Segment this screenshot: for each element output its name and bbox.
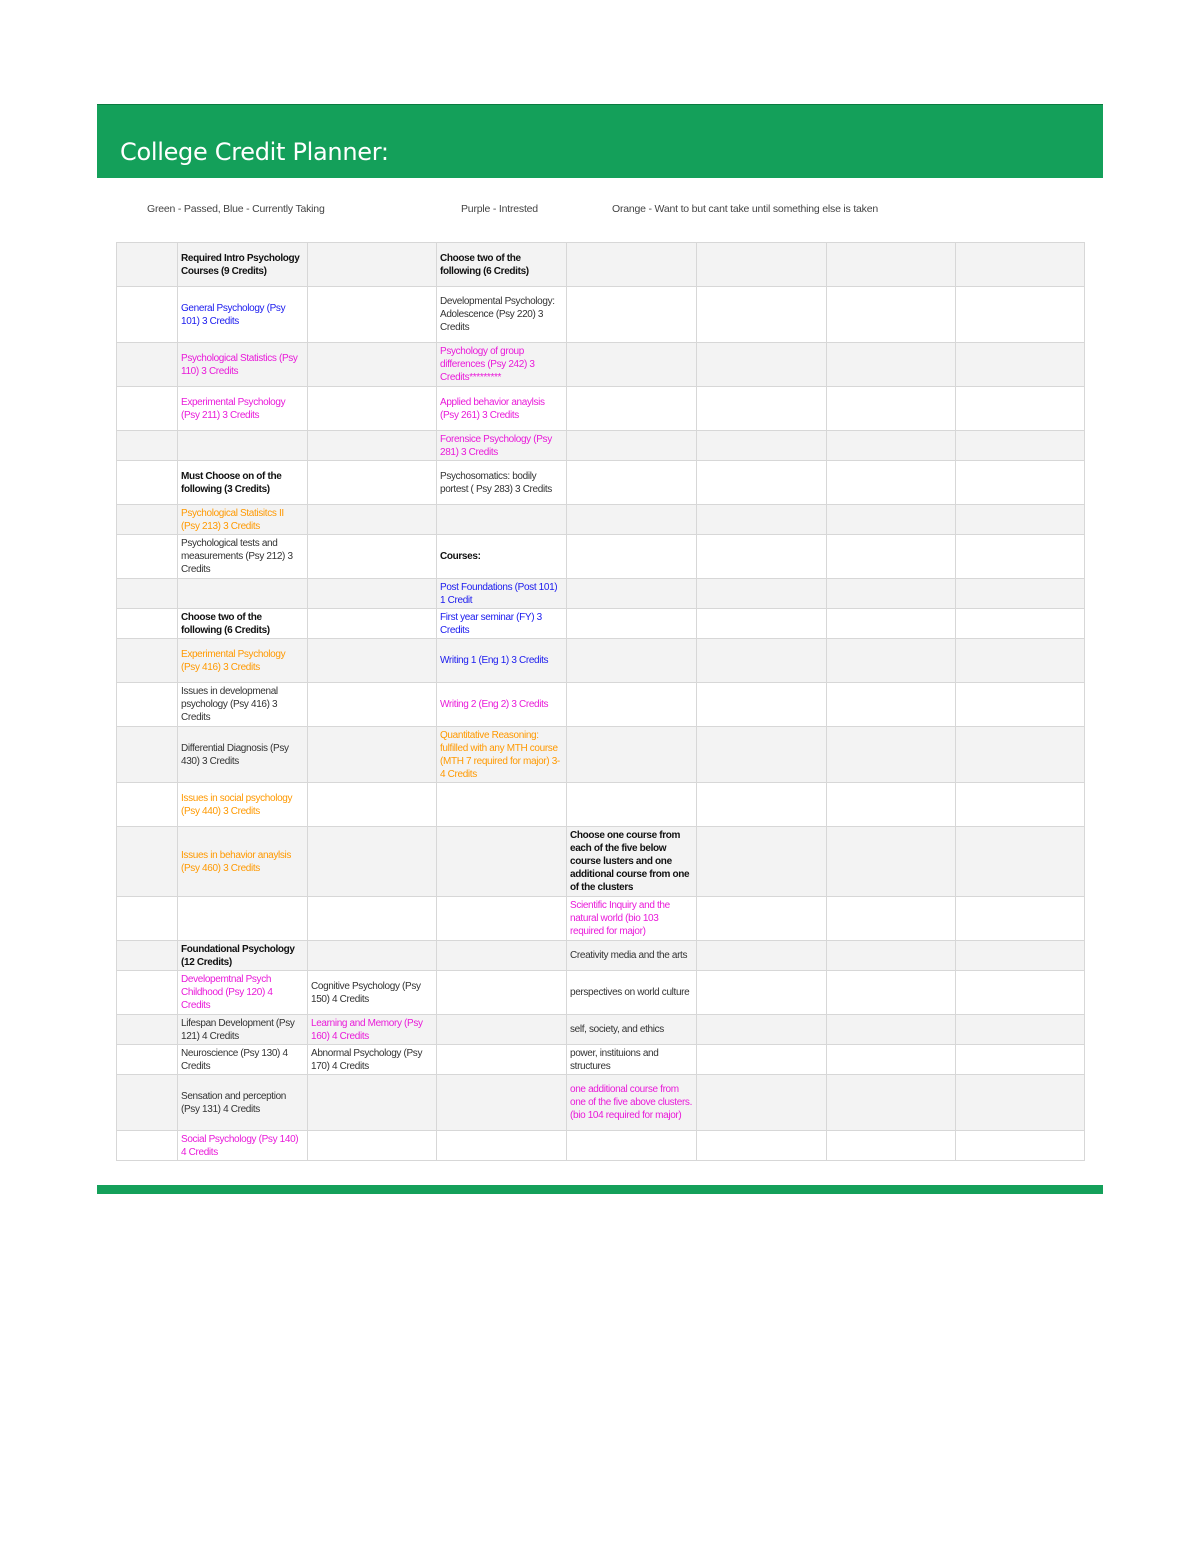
- table-row: [117, 1015, 1085, 1045]
- table-cell: [567, 461, 697, 505]
- cell-text: Required Intro Psychology Courses (9 Credits): [181, 252, 300, 277]
- table-cell: [697, 609, 827, 639]
- table-cell: [308, 609, 437, 639]
- table-cell: [697, 941, 827, 971]
- table-cell: [567, 727, 697, 783]
- table-cell: [697, 431, 827, 461]
- table-cell: [117, 505, 178, 535]
- table-cell: [117, 609, 178, 639]
- table-cell: [308, 1131, 437, 1161]
- table-cell: [697, 1131, 827, 1161]
- table-cell: [117, 683, 178, 727]
- table-cell: [697, 387, 827, 431]
- table-cell: [178, 505, 308, 535]
- cell-text: Differential Diagnosis (Psy 430) 3 Credits: [181, 742, 289, 767]
- cell-text: Experimental Psychology (Psy 416) 3 Credits: [181, 648, 286, 673]
- table-cell: [117, 971, 178, 1015]
- table-cell: [308, 639, 437, 683]
- table-row: [117, 1045, 1085, 1075]
- table-cell: [178, 971, 308, 1015]
- table-cell: [567, 941, 697, 971]
- table-cell: [827, 243, 956, 287]
- table-cell: [178, 579, 308, 609]
- cell-text: Foundational Psychology (12 Credits): [181, 943, 295, 968]
- table-cell: [697, 783, 827, 827]
- table-cell: [117, 431, 178, 461]
- table-cell: [178, 343, 308, 387]
- cell-text: Post Foundations (Post 101) 1 Credit: [440, 581, 558, 606]
- table-cell: [567, 1131, 697, 1161]
- cell-text: Abnormal Psychology (Psy 170) 4 Credits: [311, 1047, 423, 1072]
- table-cell: [956, 243, 1085, 287]
- table-cell: [697, 639, 827, 683]
- table-cell: [956, 1015, 1085, 1045]
- cell-text: Sensation and perception (Psy 131) 4 Credits: [181, 1090, 287, 1115]
- table-cell: [178, 683, 308, 727]
- table-cell: [827, 897, 956, 941]
- cell-text: Courses:: [440, 551, 481, 562]
- table-cell: [827, 343, 956, 387]
- table-row: [117, 535, 1085, 579]
- table-cell: [178, 287, 308, 343]
- credit-planner-table: [116, 242, 1085, 1161]
- cell-text: Psychological Statisitcs II (Psy 213) 3 Credits: [181, 507, 284, 532]
- table-cell: [567, 287, 697, 343]
- cell-text: one additional course from one of the five above clusters. (bio 104 required for major): [570, 1084, 693, 1121]
- cell-text: Developmental Psychology: Adolescence (Psy 220) 3 Credits: [440, 296, 555, 333]
- cell-text: self, society, and ethics: [570, 1024, 664, 1035]
- table-cell: [437, 243, 567, 287]
- table-cell: [308, 243, 437, 287]
- table-cell: [178, 243, 308, 287]
- table-cell: [956, 827, 1085, 897]
- table-row: [117, 1075, 1085, 1131]
- table-cell: [117, 343, 178, 387]
- table-cell: [567, 535, 697, 579]
- table-cell: [178, 461, 308, 505]
- table-cell: [697, 971, 827, 1015]
- table-row: [117, 609, 1085, 639]
- table-cell: [697, 243, 827, 287]
- table-cell: [567, 343, 697, 387]
- table-cell: [308, 1015, 437, 1045]
- table-cell: [697, 1075, 827, 1131]
- table-cell: [117, 783, 178, 827]
- cell-text: Choose two of the following (6 Credits): [181, 611, 270, 636]
- table-cell: [567, 783, 697, 827]
- table-cell: [567, 639, 697, 683]
- table-cell: [308, 461, 437, 505]
- cell-text: Applied behavior anaylsis (Psy 261) 3 Credits: [440, 396, 545, 421]
- table-cell: [117, 1131, 178, 1161]
- table-cell: [117, 243, 178, 287]
- table-cell: [567, 243, 697, 287]
- table-cell: [308, 941, 437, 971]
- table-cell: [117, 287, 178, 343]
- cell-text: Choose one course from each of the five below course lusters and one additional course from one of the clusters: [570, 830, 690, 893]
- cell-text: Must Choose on of the following (3 Credits): [181, 470, 282, 495]
- cell-text: Developemtnal Psych Childhood (Psy 120) 4 Credits: [181, 974, 273, 1011]
- table-cell: [956, 683, 1085, 727]
- table-cell: [178, 639, 308, 683]
- table-cell: [827, 505, 956, 535]
- table-cell: [567, 1075, 697, 1131]
- table-cell: [697, 505, 827, 535]
- table-cell: [697, 461, 827, 505]
- table-row: [117, 505, 1085, 535]
- table-cell: [178, 387, 308, 431]
- cell-text: Neuroscience (Psy 130) 4 Credits: [181, 1047, 288, 1072]
- table-cell: [308, 579, 437, 609]
- table-row: [117, 727, 1085, 783]
- table-cell: [697, 1015, 827, 1045]
- table-cell: [308, 287, 437, 343]
- table-cell: [567, 827, 697, 897]
- table-cell: [178, 941, 308, 971]
- table-cell: [437, 897, 567, 941]
- table-cell: [178, 535, 308, 579]
- table-cell: [437, 535, 567, 579]
- table-cell: [437, 827, 567, 897]
- table-cell: [437, 461, 567, 505]
- table-cell: [308, 387, 437, 431]
- table-cell: [308, 343, 437, 387]
- table-cell: [178, 827, 308, 897]
- table-cell: [117, 727, 178, 783]
- table-row: [117, 827, 1085, 897]
- table-cell: [697, 287, 827, 343]
- table-row: [117, 387, 1085, 431]
- cell-text: Psychological tests and measurements (Psy 212) 3 Credits: [181, 538, 293, 575]
- table-cell: [437, 941, 567, 971]
- table-cell: [956, 535, 1085, 579]
- cell-text: Psychological Statistics (Psy 110) 3 Credits: [181, 352, 298, 377]
- table-cell: [956, 971, 1085, 1015]
- table-cell: [697, 1045, 827, 1075]
- table-cell: [827, 639, 956, 683]
- table-cell: [437, 1015, 567, 1045]
- table-row: [117, 941, 1085, 971]
- cell-text: Social Psychology (Psy 140) 4 Credits: [181, 1133, 299, 1158]
- cell-text: Lifespan Development (Psy 121) 4 Credits: [181, 1017, 295, 1042]
- table-cell: [308, 431, 437, 461]
- table-cell: [956, 505, 1085, 535]
- table-cell: [437, 609, 567, 639]
- table-row: [117, 461, 1085, 505]
- table-cell: [308, 1075, 437, 1131]
- table-cell: [956, 431, 1085, 461]
- table-row: [117, 971, 1085, 1015]
- table-cell: [117, 1075, 178, 1131]
- table-cell: [308, 1045, 437, 1075]
- table-cell: [827, 783, 956, 827]
- table-cell: [117, 579, 178, 609]
- cell-text: Cognitive Psychology (Psy 150) 4 Credits: [311, 980, 421, 1005]
- table-cell: [437, 387, 567, 431]
- table-cell: [567, 431, 697, 461]
- table-cell: [956, 727, 1085, 783]
- table-cell: [437, 683, 567, 727]
- table-cell: [308, 971, 437, 1015]
- table-cell: [117, 1015, 178, 1045]
- cell-text: Scientific Inquiry and the natural world (bio 103 required for major): [570, 900, 670, 937]
- table-cell: [567, 505, 697, 535]
- table-row: [117, 783, 1085, 827]
- table-cell: [437, 505, 567, 535]
- table-cell: [178, 783, 308, 827]
- table-cell: [956, 609, 1085, 639]
- table-cell: [697, 579, 827, 609]
- table-cell: [178, 609, 308, 639]
- table-cell: [308, 897, 437, 941]
- table-cell: [956, 1045, 1085, 1075]
- legend-purple: Purple - Intrested: [461, 203, 538, 215]
- table-cell: [178, 431, 308, 461]
- table-cell: [178, 1015, 308, 1045]
- table-cell: [827, 387, 956, 431]
- table-cell: [308, 727, 437, 783]
- table-row: [117, 431, 1085, 461]
- table-cell: [956, 387, 1085, 431]
- cell-text: General Psychology (Psy 101) 3 Credits: [181, 302, 286, 327]
- cell-text: Issues in developmenal psychology (Psy 416) 3 Credits: [181, 686, 278, 723]
- table-cell: [567, 1015, 697, 1045]
- table-cell: [827, 683, 956, 727]
- table-row: [117, 683, 1085, 727]
- footer-bar: [97, 1185, 1103, 1194]
- table-cell: [956, 1075, 1085, 1131]
- cell-text: Quantitative Reasoning: fulfilled with any MTH course (MTH 7 required for major) 3-4 Credits: [440, 729, 560, 780]
- legend-green-blue: Green - Passed, Blue - Currently Taking: [147, 203, 325, 215]
- table-cell: [437, 971, 567, 1015]
- table-cell: [827, 1015, 956, 1045]
- table-cell: [827, 1131, 956, 1161]
- table-cell: [956, 1131, 1085, 1161]
- table-cell: [956, 461, 1085, 505]
- table-cell: [308, 783, 437, 827]
- table-cell: [117, 535, 178, 579]
- table-cell: [178, 897, 308, 941]
- cell-text: Issues in behavior anaylsis (Psy 460) 3 Credits: [181, 849, 292, 874]
- cell-text: Writing 2 (Eng 2) 3 Credits: [440, 699, 549, 710]
- table-cell: [437, 1075, 567, 1131]
- table-cell: [437, 1045, 567, 1075]
- table-cell: [956, 579, 1085, 609]
- table-cell: [117, 941, 178, 971]
- table-cell: [437, 287, 567, 343]
- table-cell: [567, 609, 697, 639]
- table-cell: [437, 1131, 567, 1161]
- table-row: [117, 243, 1085, 287]
- table-cell: [827, 609, 956, 639]
- table-cell: [827, 535, 956, 579]
- cell-text: Learning and Memory (Psy 160) 4 Credits: [311, 1017, 423, 1042]
- table-cell: [117, 897, 178, 941]
- table-cell: [178, 1131, 308, 1161]
- table-cell: [117, 1045, 178, 1075]
- table-cell: [437, 783, 567, 827]
- table-cell: [117, 639, 178, 683]
- table-cell: [437, 431, 567, 461]
- table-cell: [697, 827, 827, 897]
- table-cell: [567, 971, 697, 1015]
- table-cell: [956, 783, 1085, 827]
- table-cell: [178, 727, 308, 783]
- table-cell: [117, 827, 178, 897]
- table-cell: [178, 1045, 308, 1075]
- cell-text: power, instituions and structures: [570, 1047, 659, 1072]
- table-cell: [567, 683, 697, 727]
- table-cell: [437, 727, 567, 783]
- table-cell: [308, 505, 437, 535]
- table-cell: [567, 897, 697, 941]
- header-banner: [97, 104, 1103, 178]
- table-row: [117, 639, 1085, 683]
- table-row: [117, 897, 1085, 941]
- cell-text: Creativity media and the arts: [570, 950, 688, 961]
- table-cell: [117, 387, 178, 431]
- cell-text: Psychology of group differences (Psy 242) 3 Credits*********: [440, 346, 535, 383]
- table-cell: [697, 727, 827, 783]
- table-row: [117, 1131, 1085, 1161]
- table-cell: [956, 287, 1085, 343]
- table-cell: [308, 827, 437, 897]
- cell-text: First year seminar (FY) 3 Credits: [440, 611, 542, 636]
- table-cell: [827, 287, 956, 343]
- table-cell: [827, 1075, 956, 1131]
- page-title: College Credit Planner:: [120, 138, 389, 166]
- table-cell: [117, 461, 178, 505]
- cell-text: Experimental Psychology (Psy 211) 3 Credits: [181, 396, 286, 421]
- table-cell: [567, 1045, 697, 1075]
- table-cell: [437, 343, 567, 387]
- table-row: [117, 579, 1085, 609]
- table-cell: [697, 343, 827, 387]
- table-cell: [178, 1075, 308, 1131]
- table-cell: [827, 727, 956, 783]
- table-cell: [567, 387, 697, 431]
- table-row: [117, 343, 1085, 387]
- table-row: [117, 287, 1085, 343]
- table-cell: [827, 461, 956, 505]
- table-cell: [697, 683, 827, 727]
- table-cell: [827, 431, 956, 461]
- table-cell: [437, 579, 567, 609]
- table-cell: [827, 1045, 956, 1075]
- table-cell: [827, 827, 956, 897]
- cell-text: Issues in social psychology (Psy 440) 3 Credits: [181, 792, 293, 817]
- legend-orange: Orange - Want to but cant take until something else is taken: [612, 203, 879, 215]
- table-cell: [827, 579, 956, 609]
- table-cell: [697, 535, 827, 579]
- table-cell: [956, 941, 1085, 971]
- table-cell: [308, 535, 437, 579]
- table-cell: [697, 897, 827, 941]
- cell-text: Writing 1 (Eng 1) 3 Credits: [440, 655, 549, 666]
- table-cell: [437, 639, 567, 683]
- table-cell: [567, 579, 697, 609]
- table-cell: [827, 941, 956, 971]
- cell-text: Forensice Psychology (Psy 281) 3 Credits: [440, 433, 552, 458]
- table-cell: [956, 897, 1085, 941]
- table-cell: [827, 971, 956, 1015]
- table-cell: [956, 343, 1085, 387]
- table-cell: [956, 639, 1085, 683]
- cell-text: perspectives on world culture: [570, 987, 690, 998]
- table-cell: [308, 683, 437, 727]
- cell-text: Psychosomatics: bodily portest ( Psy 283) 3 Credits: [440, 470, 552, 495]
- cell-text: Choose two of the following (6 Credits): [440, 252, 529, 277]
